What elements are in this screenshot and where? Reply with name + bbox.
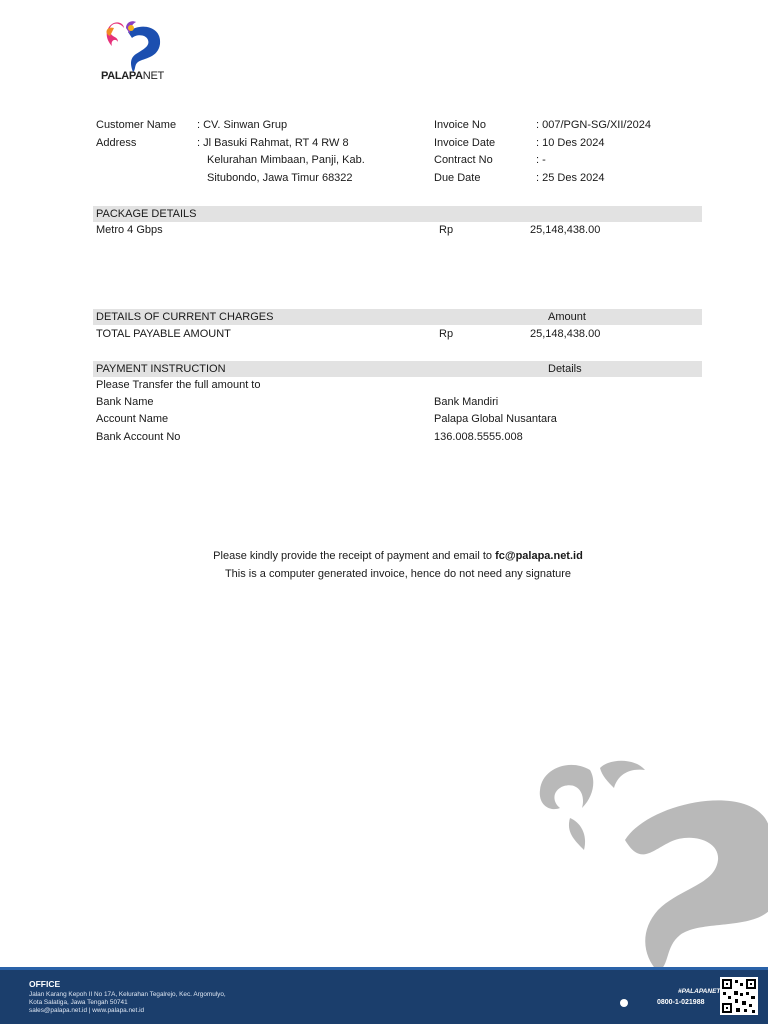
charges-header: DETAILS OF CURRENT CHARGES [96, 311, 274, 323]
whatsapp-icon [620, 999, 628, 1007]
address-line-1: : Jl Basuki Rahmat, RT 4 RW 8 [197, 137, 349, 149]
account-name-value: Palapa Global Nusantara [434, 413, 557, 425]
charges-amount-header: Amount [548, 311, 586, 323]
contract-no-value: : - [536, 154, 546, 166]
total-payable-amount: 25,148,438.00 [530, 328, 601, 340]
invoice-date-label: Invoice Date [434, 137, 496, 149]
account-no-label: Bank Account No [96, 431, 181, 443]
total-currency: Rp [439, 328, 454, 340]
total-payable-label: TOTAL PAYABLE AMOUNT [96, 328, 231, 340]
receipt-note-text: Please kindly provide the receipt of payment and email to [213, 550, 496, 562]
signature-note: This is a computer generated invoice, hence do not need any signature [224, 568, 572, 580]
customer-name-value: : CV. Sinwan Grup [197, 119, 288, 131]
address-label: Address [96, 137, 137, 149]
bank-name-label: Bank Name [96, 396, 154, 408]
payment-header: PAYMENT INSTRUCTION [96, 363, 226, 375]
footer-address-line-1: Jalan Karang Kepoh II No 17A, Kelurahan Tegalrejo, Kec. Argomulyo, [29, 991, 226, 998]
due-date-label: Due Date [434, 172, 481, 184]
address-line-2: Kelurahan Mimbaan, Panji, Kab. [207, 154, 365, 166]
package-currency: Rp [439, 224, 454, 236]
logo-brand-bold: PALAPA [101, 70, 143, 82]
footer-address-line-2: Kota Salatiga, Jawa Tengah 50741 [29, 999, 128, 1006]
payment-details-header: Details [548, 363, 582, 375]
invoice-date-value: : 10 Des 2024 [536, 137, 605, 149]
contract-no-label: Contract No [434, 154, 493, 166]
logo-brand-light: NET [142, 70, 164, 82]
invoice-no-value: : 007/PGN-SG/XII/2024 [536, 119, 651, 131]
customer-name-label: Customer Name [96, 119, 177, 131]
qr-code-icon [720, 977, 758, 1015]
logo-wordmark [101, 70, 164, 82]
receipt-email[interactable]: fc@palapa.net.id [495, 550, 583, 562]
footer-office-title: OFFICE [29, 979, 61, 989]
account-no-value: 136.008.5555.008 [434, 431, 523, 443]
footer-phone: 0800-1-021988 [657, 999, 705, 1006]
package-details-header: PACKAGE DETAILS [96, 208, 197, 220]
package-item: Metro 4 Gbps [96, 224, 163, 236]
receipt-note [0, 550, 768, 562]
footer-contact-line[interactable]: sales@palapa.net.id | www.palapa.net.id [29, 1007, 145, 1014]
footer-brand: #PALAPANET [678, 988, 721, 995]
due-date-value: : 25 Des 2024 [536, 172, 605, 184]
invoice-no-label: Invoice No [434, 119, 486, 131]
account-name-label: Account Name [96, 413, 169, 425]
package-amount: 25,148,438.00 [530, 224, 601, 236]
address-line-3: Situbondo, Jawa Timur 68322 [207, 172, 353, 184]
payment-intro: Please Transfer the full amount to [96, 379, 261, 391]
bank-name-value: Bank Mandiri [434, 396, 499, 408]
palapanet-watermark [530, 760, 768, 975]
